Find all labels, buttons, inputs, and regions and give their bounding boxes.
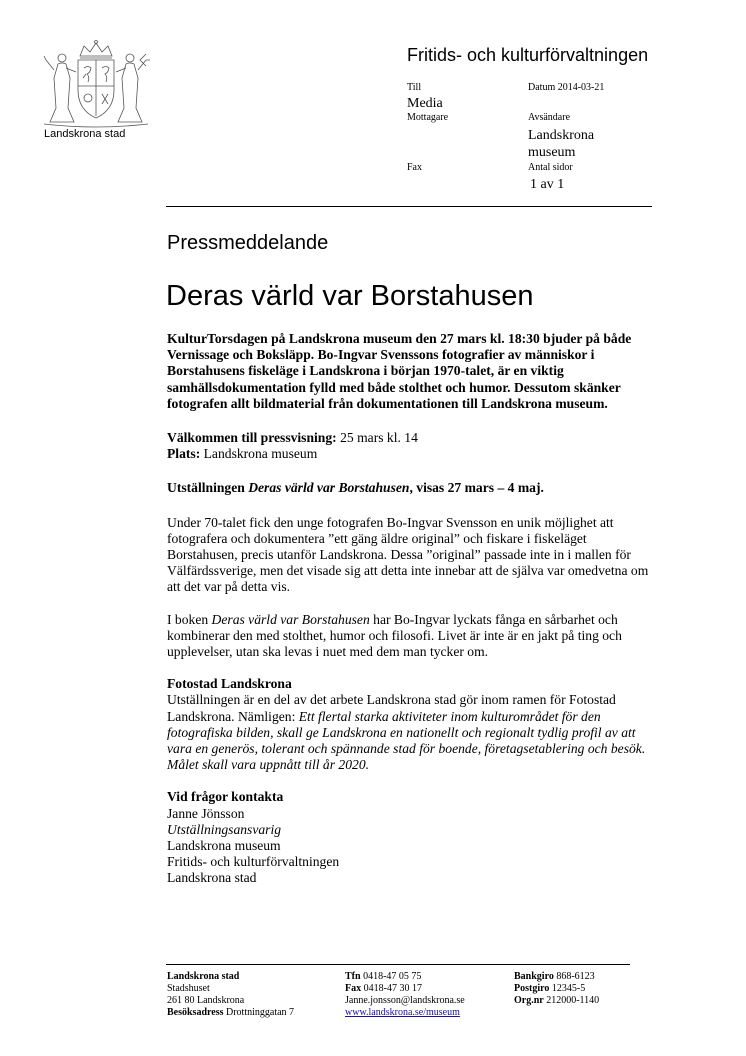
- footer-bank: Bankgiro 868-6123 Postgiro 12345-5 Org.nr 212000-1140: [514, 971, 600, 1006]
- paragraph-1: Under 70-talet fick den unge fotografen Bo-Ingvar Svensson en unik möjlighet att fotografera och dokumentera ”ett gäng äldre original” och fiskare i fiskeläget Borstahusen, precis utanför Landskrona. Dessa ”original” passade inte in i mallen för Välfärdssverige, men det visade sig att detta inte innebar att de själva var omedvetna om att det var på detta vis.: [167, 514, 649, 595]
- date: Datum 2014-03-21: [528, 82, 605, 93]
- paragraph-2: I boken Deras värld var Borstahusen har Bo-Ingvar lyckats fånga en sårbarhet och kombinerar den med stolthet, humor och filosofi. Livet är inte är en jakt på ting och upplevelser, utan ska levas i nuet med dem man tycker om.: [167, 611, 622, 660]
- antal-label: Antal sidor: [528, 162, 573, 173]
- antal-value: 1 av 1: [530, 177, 565, 192]
- doc-title: Deras värld var Borstahusen: [166, 280, 534, 312]
- contact-section: Vid frågor kontakta Janne Jönsson Utställningsansvarig Landskrona museum Fritids- och kulturförvaltningen Landskrona stad: [167, 789, 340, 886]
- avsandare-line1: Landskrona: [528, 128, 595, 143]
- coat-of-arms-icon: [40, 38, 152, 130]
- till-value: Media: [407, 96, 443, 111]
- avsandare-line2: museum: [528, 145, 576, 160]
- logo: [40, 38, 152, 146]
- mottagare-label: Mottagare: [407, 112, 449, 123]
- footer-email: Janne.jonsson@landskrona.se: [345, 995, 465, 1006]
- doc-type: Pressmeddelande: [167, 232, 329, 254]
- footer-address: Landskrona stad Stadshuset 261 80 Landskrona Besöksadress Drottninggatan 7: [167, 971, 295, 1018]
- exhibit-line: Utställningen Deras värld var Borstahusen, visas 27 mars – 4 maj.: [167, 480, 544, 496]
- fax-label: Fax: [407, 162, 422, 173]
- department-name: Fritids- och kulturförvaltningen: [407, 45, 649, 65]
- footer-divider: [166, 964, 630, 965]
- fotostad-section: Fotostad Landskrona Utställningen är en del av det arbete Landskrona stad gör inom ramen för Fotostad Landskrona. Nämligen: Ett flertal starka aktiviteter inom kulturområdet för den fotografiska bilden, skall ge Landskrona en nationellt och regionalt tydlig profil av att vara en generös, tolerant och spännande stad för boende, företagsetablering och besök. Målet skall vara uppnått till år 2020.: [167, 676, 646, 773]
- till-label: Till: [407, 82, 422, 93]
- logo-caption: Landskrona stad: [44, 128, 126, 140]
- lead-paragraph: KulturTorsdagen på Landskrona museum den 27 mars kl. 18:30 bjuder på både Vernissage och Boksläpp. Bo-Ingvar Svenssons fotografier av människor i Borstahusens fiskeläge i Landskrona i början 1970-talet, är en viktig samhällsdokumentation fylld med både stolthet och humor. Dessutom skänker fotografen allt bildmaterial från dokumentationen till Landskrona museum.: [167, 331, 632, 411]
- footer-contact: Tfn 0418-47 05 75 Fax 0418-47 30 17 Janne.jonsson@landskrona.se www.landskrona.se/museum: [345, 971, 465, 1018]
- press-info: Välkommen till pressvisning: 25 mars kl. 14 Plats: Landskrona museum: [167, 430, 418, 462]
- header-divider: [166, 206, 652, 207]
- avsandare-label: Avsändare: [528, 112, 571, 123]
- main-content: [167, 331, 652, 887]
- footer-website-link[interactable]: www.landskrona.se/museum: [345, 1007, 460, 1018]
